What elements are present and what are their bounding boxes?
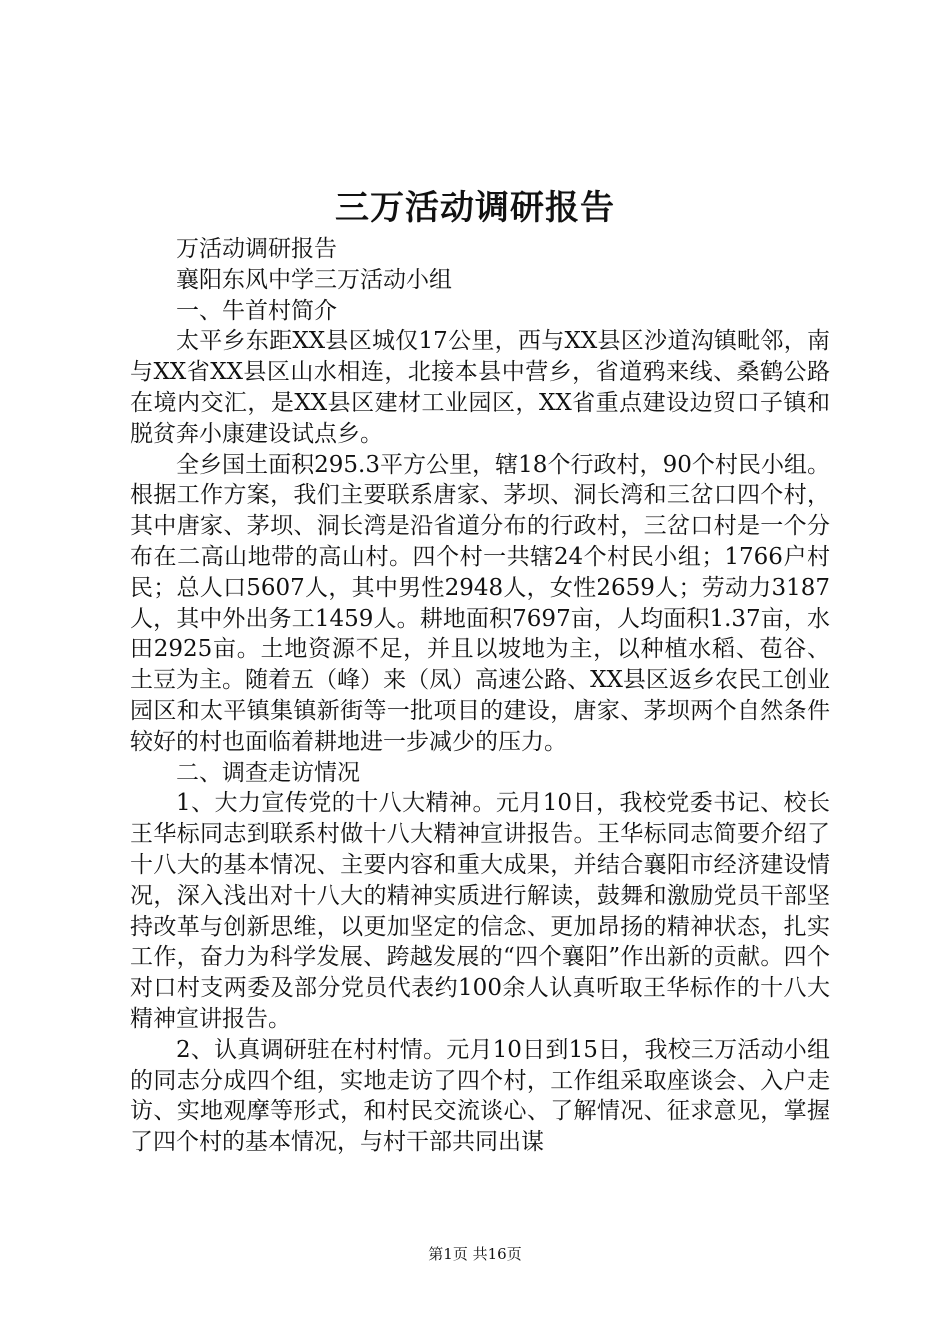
paragraph-subtitle: 万活动调研报告 (176, 236, 337, 262)
paragraph-author: 襄阳东风中学三万活动小组 (176, 266, 452, 293)
section-heading-village-intro: 一、牛首村简介 (176, 297, 337, 324)
page-footer: 第1页 共16页 (428, 1245, 522, 1263)
document-title: 三万活动调研报告 (335, 188, 615, 228)
section-heading-survey: 二、调查走访情况 (176, 759, 360, 786)
paragraph-statistics: 全乡国土面积295.3平方公里，辖18个行政村，90个村民小组。根据工作方案，我们主要联系唐家、茅坝、洞长湾和三岔口四个村，其中唐家、茅坝、洞长湾是沿省道分布的行政村，三岔口村是一个分布在二高山地带的高山村。四个村一共辖24个村民小组；1766户村民；总人口5607人，其中男性2948人，女性2659人；劳动力3187人，其中外出务工1459人。耕地面积7697亩，人均面积1.37亩，水田2925亩。土地资源不足，并且以坡地为主，以种植水稻、苞谷、土豆为主。随着五（峰）来（凤）高速公路、XX县区返乡农民工创业园区和太平镇集镇新街等一批项目的建设，唐家、茅坝两个自然条件较好的村也面临着耕地进一步减少的压力。 (130, 451, 830, 755)
paragraph-propaganda: 1、大力宣传党的十八大精神。元月10日，我校党委书记、校长王华标同志到联系村做十八大精神宣讲报告。王华标同志简要介绍了十八大的基本情况、主要内容和重大成果，并结合襄阳市经济建设情况，深入浅出对十八大的精神实质进行解读，鼓舞和激励党员干部坚持改革与创新思维，以更加坚定的信念、更加昂扬的精神状态，扎实工作，奋力为科学发展、跨越发展的“四个襄阳”作出新的贡献。四个对口村支两委及部分党员代表约100余人认真听取王华标作的十八大精神宣讲报告。 (130, 790, 830, 1032)
paragraph-research: 2、认真调研驻在村村情。元月10日到15日，我校三万活动小组的同志分成四个组，实地走访了四个村，工作组采取座谈会、入户走访、实地观摩等形式，和村民交流谈心、了解情况、征求意见，掌握了四个村的基本情况，与村干部共同出谋 (130, 1036, 830, 1156)
paragraph-location: 太平乡东距XX县区城仅17公里，西与XX县区沙道沟镇毗邻，南与XX省XX县区山水相连，北接本县中营乡，省道鸦来线、桑鹤公路在境内交汇，是XX县区建材工业园区，XX省重点建设边贸口子镇和脱贫奔小康建设试点乡。 (130, 328, 830, 447)
document-body (130, 234, 830, 1158)
